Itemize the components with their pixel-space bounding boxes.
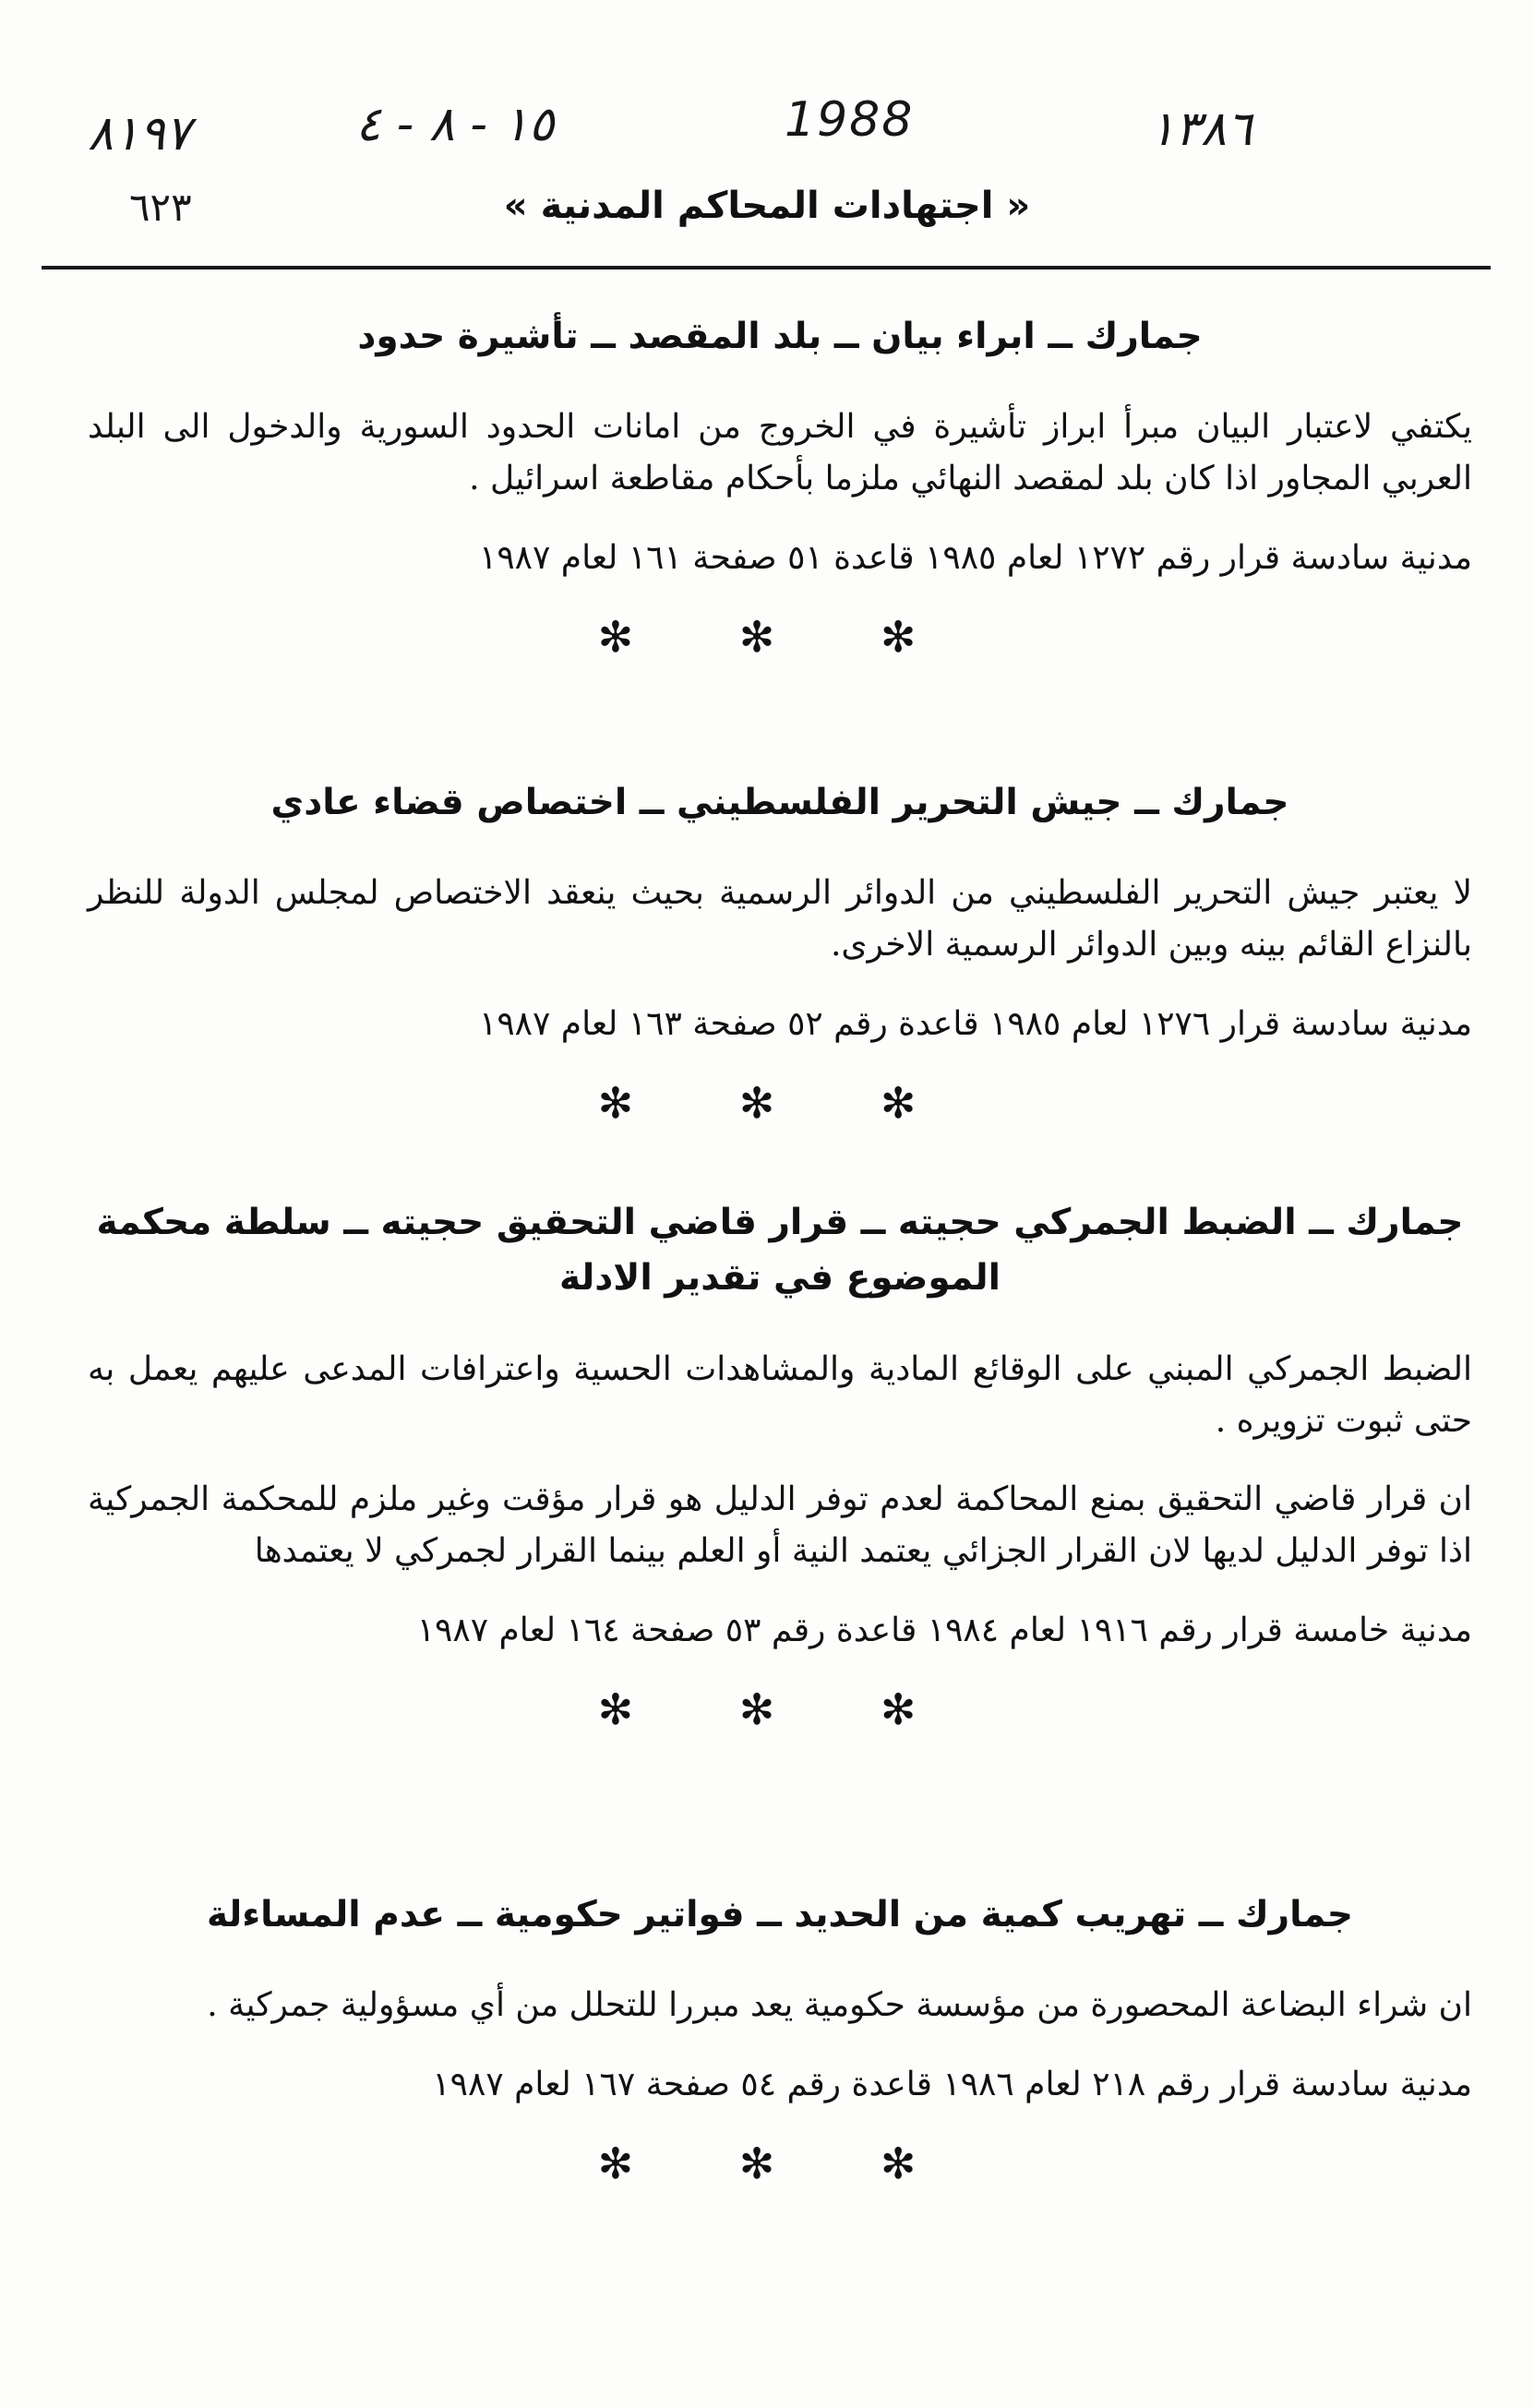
- section-separator-stars: ✻ ✻ ✻: [597, 2138, 963, 2189]
- section-4: [88, 1887, 1472, 2188]
- section-3: [88, 1195, 1472, 1734]
- section-citation: مدنية سادسة قرار رقم ١٢٧٢ لعام ١٩٨٥ قاعدة ٥١ صفحة ١٦١ لعام ١٩٨٧: [479, 539, 1472, 578]
- section-citation: مدنية سادسة قرار ١٢٧٦ لعام ١٩٨٥ قاعدة رقم ٥٢ صفحة ١٦٣ لعام ١٩٨٧: [479, 1005, 1472, 1044]
- section-body: [88, 1344, 1472, 1577]
- section-body: [88, 868, 1472, 971]
- handwritten-code-right: ١٣٨٦: [1149, 102, 1252, 157]
- page-number: ٦٢٣: [129, 185, 192, 230]
- section-paragraph: الضبط الجمركي المبني على الوقائع المادية والمشاهدات الحسية واعترافات المدعى عليهم يعمل به حتى ثبوت تزويره .: [88, 1349, 1472, 1440]
- section-title: جمارك ــ جيش التحرير الفلسطيني ــ اختصاص قضاء عادي: [270, 782, 1289, 823]
- section-1: [88, 309, 1472, 662]
- section-body: [88, 401, 1472, 505]
- handwritten-date: ١٥ - ٨ - ٤: [355, 97, 555, 152]
- section-paragraph: ان قرار قاضي التحقيق بمنع المحاكمة لعدم توفر الدليل هو قرار مؤقت وغير ملزم للمحكمة الجمركية اذا توفر الدليل لديها لان القرار الجزائي يعتمد النية أو العلم بينما القرار لجمركي لا يعتمدها: [88, 1480, 1472, 1571]
- section-separator-stars: ✻ ✻ ✻: [597, 611, 963, 662]
- handwritten-code-left: ٨١٩٧: [88, 106, 191, 162]
- section-citation: مدنية خامسة قرار رقم ١٩١٦ لعام ١٩٨٤ قاعدة رقم ٥٣ صفحة ١٦٤ لعام ١٩٨٧: [416, 1611, 1472, 1650]
- running-title: « اجتهادات المحاكم المدنية »: [503, 185, 1031, 227]
- header-divider: [42, 266, 1491, 270]
- section-paragraph: ان شراء البضاعة المحصورة من مؤسسة حكومية يعد مبررا للتحلل من أي مسؤولية جمركية .: [207, 1986, 1472, 2025]
- section-paragraph: يكتفي لاعتبار البيان مبرأ ابراز تأشيرة في الخروج من امانات الحدود السورية والدخول الى البلد العربي المجاور اذا كان بلد لمقصد النهائي ملزما بأحكام مقاطعة اسرائيل .: [88, 408, 1472, 498]
- handwritten-year: 1988: [785, 92, 915, 148]
- section-title: جمارك ــ الضبط الجمركي حجيته ــ قرار قاضي التحقيق حجيته ــ سلطة محكمة الموضوع في تقدير الادلة: [96, 1202, 1464, 1300]
- section-separator-stars: ✻ ✻ ✻: [597, 1683, 963, 1734]
- section-citation: مدنية سادسة قرار رقم ٢١٨ لعام ١٩٨٦ قاعدة رقم ٥٤ صفحة ١٦٧ لعام ١٩٨٧: [432, 2066, 1472, 2104]
- section-separator-stars: ✻ ✻ ✻: [597, 1077, 963, 1128]
- section-body: [88, 1980, 1472, 2031]
- section-paragraph: لا يعتبر جيش التحرير الفلسطيني من الدوائر الرسمية بحيث ينعقد الاختصاص لمجلس الدولة للنظر بالنزاع القائم بينه وبين الدوائر الرسمية الاخرى.: [88, 874, 1472, 964]
- section-title: جمارك ــ ابراء بيان ــ بلد المقصد ــ تأشيرة حدود: [357, 316, 1203, 357]
- section-title: جمارك ــ تهريب كمية من الحديد ــ فواتير حكومية ــ عدم المساءلة: [206, 1894, 1354, 1935]
- section-2: [88, 775, 1472, 1128]
